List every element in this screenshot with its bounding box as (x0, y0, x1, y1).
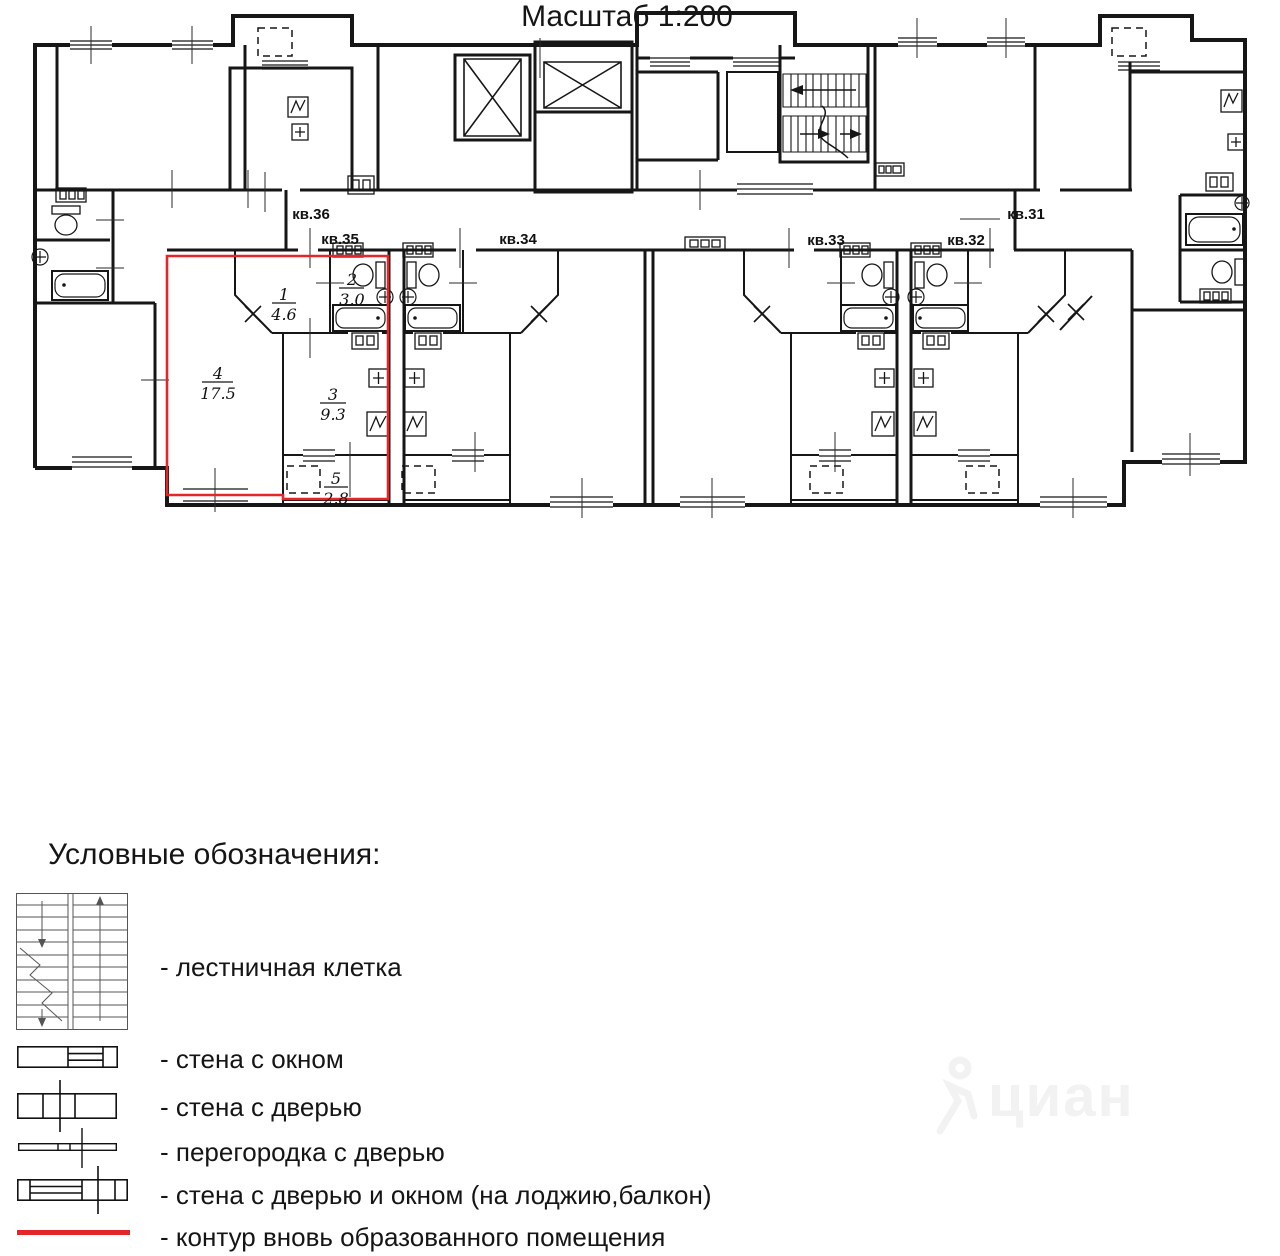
apartment-label-kv35: кв.35 (321, 231, 359, 248)
room2-number: 2 (346, 270, 358, 289)
watermark-person-icon (930, 1056, 982, 1136)
legend-item-wall-door-window: - стена с дверью и окном (на лоджию,балкон) (160, 1180, 712, 1210)
room2-area: 3.0 (339, 290, 365, 309)
meter-box-icon (348, 173, 1233, 349)
apartment-label-kv36: кв.36 (292, 206, 330, 223)
apartment-label-kv34: кв.34 (499, 231, 537, 248)
room1-area: 4.6 (271, 305, 297, 324)
room3-number: 3 (327, 385, 339, 404)
floor-plan (0, 0, 1280, 540)
legend-new-contour-line (17, 1230, 130, 1235)
tick-marks (91, 18, 1190, 518)
watermark (930, 1056, 1190, 1136)
legend-item-staircase: - лестничная клетка (160, 952, 402, 982)
legend-wall-door-icon (17, 1080, 117, 1132)
appliance-zigzag-icon (288, 90, 1242, 436)
apartment-label-kv33: кв.33 (807, 232, 845, 249)
room4-number: 4 (212, 364, 224, 383)
legend-staircase-icon (16, 893, 128, 1030)
door-x-marks (245, 304, 1084, 322)
legend-wall-window-icon (17, 1046, 118, 1068)
outer-walls (35, 13, 1245, 505)
apartment-label-kv31: кв.31 (1007, 206, 1045, 223)
elevator-icon (464, 59, 621, 136)
legend-partition-door-icon (18, 1128, 117, 1168)
interior-walls (35, 42, 1245, 503)
apartment-label-kv32: кв.32 (947, 232, 985, 249)
legend-wall-door-window-icon (17, 1166, 128, 1214)
room4-area: 17.5 (200, 384, 236, 403)
watermark-text: циан (988, 1063, 1135, 1129)
room5-number: 5 (330, 469, 342, 488)
legend-item-new-contour: - контур вновь образованного помещения (160, 1222, 666, 1252)
room5-area: 2.8 (323, 489, 349, 508)
electric-panel-icon (292, 124, 1244, 387)
staircase-icon (783, 74, 866, 158)
room3-area: 9.3 (320, 405, 346, 424)
scale-label: Масштаб 1:200 (521, 0, 733, 33)
legend-item-partition-door: - перегородка с дверью (160, 1137, 445, 1167)
legend-item-wall-window: - стена с окном (160, 1044, 344, 1074)
legend-item-wall-door: - стена с дверью (160, 1092, 362, 1122)
room1-number: 1 (278, 285, 290, 304)
legend-title: Условные обозначения: (48, 838, 381, 871)
loggia-dashed-boxes (258, 28, 1146, 493)
